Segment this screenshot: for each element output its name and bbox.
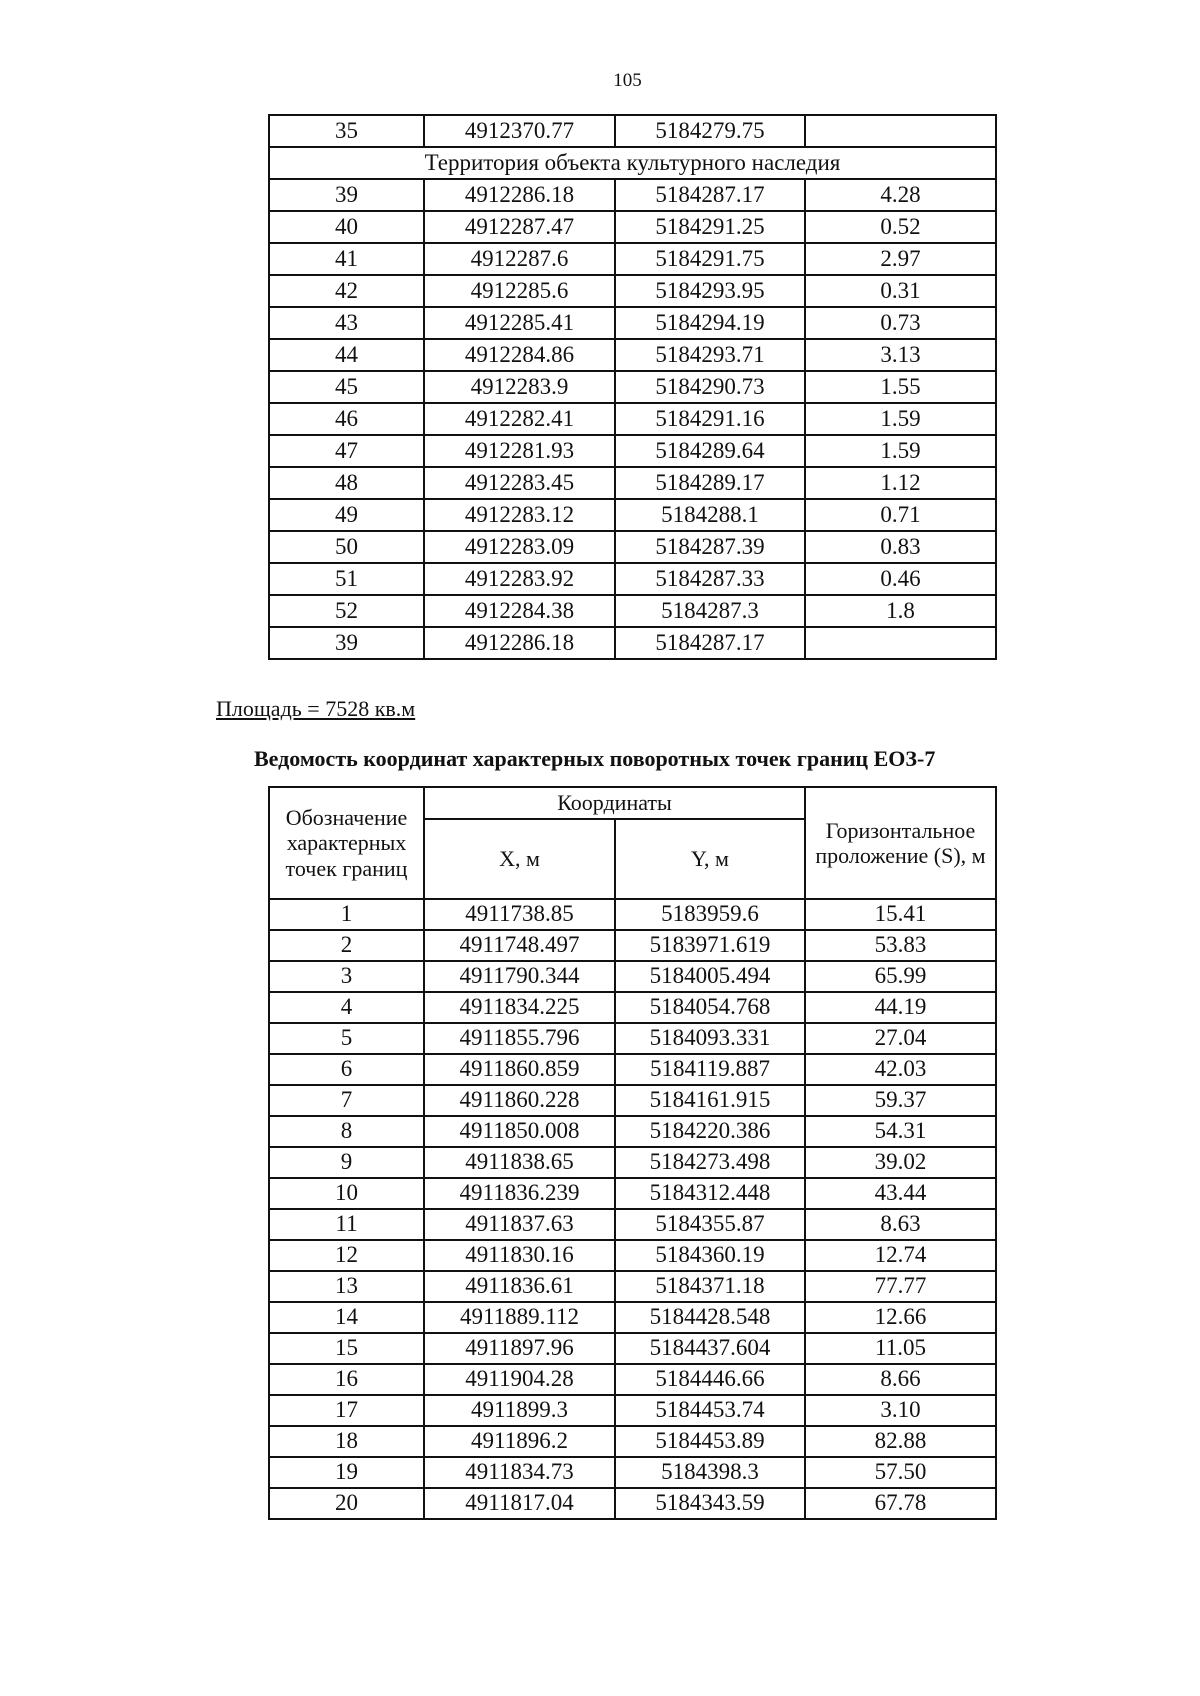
cell-point: 13: [269, 1271, 424, 1302]
table-row: [269, 211, 996, 243]
cell-s: 77.77: [805, 1271, 996, 1302]
cell-s: 27.04: [805, 1023, 996, 1054]
table-row: [269, 435, 996, 467]
cell-y: 5183971.619: [615, 930, 805, 961]
table-row: [269, 1333, 996, 1364]
cell-s: 0.46: [805, 563, 996, 595]
table-row: [269, 403, 996, 435]
table-row: [269, 1271, 996, 1302]
cell-x: 4911837.63: [424, 1209, 615, 1240]
table-row: [269, 1488, 996, 1519]
cell-x: 4912286.18: [424, 627, 615, 659]
cell-y: 5184273.498: [615, 1147, 805, 1178]
cell-point: 39: [269, 627, 424, 659]
cell-x: 4911738.85: [424, 899, 615, 930]
cell-y: 5184312.448: [615, 1178, 805, 1209]
eoz7-coordinates-table-body: [269, 899, 996, 1519]
cell-point: 7: [269, 1085, 424, 1116]
cell-x: 4911834.73: [424, 1457, 615, 1488]
cell-y: 5184398.3: [615, 1457, 805, 1488]
cell-y: 5184290.73: [615, 371, 805, 403]
table-row: [269, 307, 996, 339]
area-note: Площадь = 7528 кв.м: [216, 696, 416, 721]
cell-point: 49: [269, 499, 424, 531]
cell-point: 4: [269, 992, 424, 1023]
cell-x: 4911860.859: [424, 1054, 615, 1085]
table-row: [269, 563, 996, 595]
cell-point: 41: [269, 243, 424, 275]
cell-point: 9: [269, 1147, 424, 1178]
header-y: Y, м: [615, 819, 805, 899]
cell-y: 5184293.71: [615, 339, 805, 371]
cell-s: [805, 627, 996, 659]
table-row: [269, 1178, 996, 1209]
coordinates-table-continued: [268, 114, 997, 660]
cell-y: 5184005.494: [615, 961, 805, 992]
cell-y: 5184287.33: [615, 563, 805, 595]
table-row: [269, 1364, 996, 1395]
cell-x: 4912282.41: [424, 403, 615, 435]
cell-x: 4912285.6: [424, 275, 615, 307]
eoz7-coordinates-table: [268, 786, 997, 1520]
cell-x: 4911889.112: [424, 1302, 615, 1333]
cell-y: 5184453.89: [615, 1426, 805, 1457]
cell-s: 53.83: [805, 930, 996, 961]
cell-x: 4912287.47: [424, 211, 615, 243]
table-row: [269, 899, 996, 930]
cell-point: 6: [269, 1054, 424, 1085]
table-row: [269, 499, 996, 531]
cell-s: 0.52: [805, 211, 996, 243]
table-row: [269, 1209, 996, 1240]
table-row: [269, 467, 996, 499]
cell-x: 4911817.04: [424, 1488, 615, 1519]
table-row: [269, 115, 996, 147]
cell-point: 39: [269, 179, 424, 211]
table-row: [269, 595, 996, 627]
table-row: [269, 371, 996, 403]
cell-s: 12.74: [805, 1240, 996, 1271]
cell-s: 57.50: [805, 1457, 996, 1488]
cell-s: 8.66: [805, 1364, 996, 1395]
cell-y: 5184093.331: [615, 1023, 805, 1054]
cell-x: 4912283.45: [424, 467, 615, 499]
table-row: [269, 275, 996, 307]
cell-y: 5184293.95: [615, 275, 805, 307]
cell-y: 5184291.25: [615, 211, 805, 243]
cell-point: 52: [269, 595, 424, 627]
cell-x: 4912285.41: [424, 307, 615, 339]
cell-x: 4912283.9: [424, 371, 615, 403]
cell-x: 4912283.12: [424, 499, 615, 531]
table-row: [269, 1426, 996, 1457]
cell-s: 67.78: [805, 1488, 996, 1519]
cell-point: 18: [269, 1426, 424, 1457]
cell-s: 59.37: [805, 1085, 996, 1116]
cell-x: 4911897.96: [424, 1333, 615, 1364]
cell-y: 5184289.64: [615, 435, 805, 467]
section-row: [269, 147, 996, 179]
cell-y: 5184453.74: [615, 1395, 805, 1426]
table-row: [269, 1395, 996, 1426]
cell-point: 19: [269, 1457, 424, 1488]
cell-x: 4912284.86: [424, 339, 615, 371]
cell-s: 0.31: [805, 275, 996, 307]
cell-s: 8.63: [805, 1209, 996, 1240]
cell-y: 5184279.75: [615, 115, 805, 147]
cell-y: 5184220.386: [615, 1116, 805, 1147]
cell-x: 4912283.92: [424, 563, 615, 595]
cell-x: 4911860.228: [424, 1085, 615, 1116]
cell-x: 4912286.18: [424, 179, 615, 211]
cell-s: 4.28: [805, 179, 996, 211]
cell-y: 5184289.17: [615, 467, 805, 499]
cell-point: 14: [269, 1302, 424, 1333]
header-point: Обозначение характерных точек границ: [269, 787, 424, 899]
cell-y: 5184371.18: [615, 1271, 805, 1302]
cell-x: 4911904.28: [424, 1364, 615, 1395]
cell-point: 48: [269, 467, 424, 499]
table-row: [269, 243, 996, 275]
cell-point: 11: [269, 1209, 424, 1240]
page-number: 105: [613, 70, 642, 91]
cell-s: [805, 115, 996, 147]
cell-point: 47: [269, 435, 424, 467]
table-row: [269, 339, 996, 371]
cell-point: 2: [269, 930, 424, 961]
cell-s: 1.55: [805, 371, 996, 403]
cell-point: 16: [269, 1364, 424, 1395]
cell-x: 4911899.3: [424, 1395, 615, 1426]
cell-point: 5: [269, 1023, 424, 1054]
cell-x: 4911836.61: [424, 1271, 615, 1302]
cell-s: 0.71: [805, 499, 996, 531]
cell-point: 50: [269, 531, 424, 563]
cell-x: 4911790.344: [424, 961, 615, 992]
cell-y: 5184355.87: [615, 1209, 805, 1240]
cell-point: 15: [269, 1333, 424, 1364]
cell-y: 5184437.604: [615, 1333, 805, 1364]
table-row: [269, 531, 996, 563]
cell-point: 43: [269, 307, 424, 339]
cell-x: 4911896.2: [424, 1426, 615, 1457]
cell-y: 5184428.548: [615, 1302, 805, 1333]
cell-s: 3.10: [805, 1395, 996, 1426]
table-row: [269, 992, 996, 1023]
table-row: [269, 1085, 996, 1116]
header-x: X, м: [424, 819, 615, 899]
table-row: [269, 1147, 996, 1178]
cell-x: 4911850.008: [424, 1116, 615, 1147]
cell-point: 35: [269, 115, 424, 147]
cell-point: 51: [269, 563, 424, 595]
cell-point: 44: [269, 339, 424, 371]
cell-x: 4912287.6: [424, 243, 615, 275]
cell-s: 15.41: [805, 899, 996, 930]
cell-y: 5184287.17: [615, 179, 805, 211]
table-row: [269, 179, 996, 211]
cell-y: 5184446.66: [615, 1364, 805, 1395]
cell-point: 8: [269, 1116, 424, 1147]
cell-y: 5184287.3: [615, 595, 805, 627]
cell-s: 0.83: [805, 531, 996, 563]
cell-s: 54.31: [805, 1116, 996, 1147]
cell-s: 43.44: [805, 1178, 996, 1209]
cell-x: 4912283.09: [424, 531, 615, 563]
cell-y: 5184294.19: [615, 307, 805, 339]
table-header: [269, 787, 996, 899]
cell-s: 1.12: [805, 467, 996, 499]
table-row: [269, 1023, 996, 1054]
cell-x: 4911748.497: [424, 930, 615, 961]
cell-x: 4912284.38: [424, 595, 615, 627]
cell-point: 20: [269, 1488, 424, 1519]
section-title: Ведомость координат характерных поворотных точек границ ЕОЗ-7: [254, 746, 936, 771]
cell-x: 4912281.93: [424, 435, 615, 467]
cell-y: 5184291.75: [615, 243, 805, 275]
section-label: Территория объекта культурного наследия: [269, 147, 996, 179]
cell-s: 1.8: [805, 595, 996, 627]
table-row: [269, 1116, 996, 1147]
cell-x: 4911836.239: [424, 1178, 615, 1209]
cell-s: 2.97: [805, 243, 996, 275]
cell-point: 3: [269, 961, 424, 992]
cell-s: 39.02: [805, 1147, 996, 1178]
cell-s: 0.73: [805, 307, 996, 339]
cell-s: 1.59: [805, 403, 996, 435]
cell-point: 10: [269, 1178, 424, 1209]
cell-point: 42: [269, 275, 424, 307]
cell-x: 4911855.796: [424, 1023, 615, 1054]
cell-y: 5184119.887: [615, 1054, 805, 1085]
cell-point: 1: [269, 899, 424, 930]
table-row: [269, 961, 996, 992]
table-row: [269, 1054, 996, 1085]
cell-y: 5184360.19: [615, 1240, 805, 1271]
cell-point: 45: [269, 371, 424, 403]
table-row: [269, 1240, 996, 1271]
cell-x: 4911838.65: [424, 1147, 615, 1178]
cell-y: 5184291.16: [615, 403, 805, 435]
cell-y: 5183959.6: [615, 899, 805, 930]
cell-y: 5184161.915: [615, 1085, 805, 1116]
cell-point: 17: [269, 1395, 424, 1426]
table-row: [269, 930, 996, 961]
cell-point: 12: [269, 1240, 424, 1271]
coordinates-table-continued-body: [269, 115, 996, 659]
cell-y: 5184343.59: [615, 1488, 805, 1519]
header-coordinates: Координаты: [424, 787, 805, 819]
table-row: [269, 1457, 996, 1488]
cell-x: 4912370.77: [424, 115, 615, 147]
cell-y: 5184287.17: [615, 627, 805, 659]
cell-point: 40: [269, 211, 424, 243]
cell-s: 12.66: [805, 1302, 996, 1333]
cell-s: 44.19: [805, 992, 996, 1023]
table-row: [269, 627, 996, 659]
cell-x: 4911830.16: [424, 1240, 615, 1271]
cell-y: 5184054.768: [615, 992, 805, 1023]
cell-s: 3.13: [805, 339, 996, 371]
cell-s: 11.05: [805, 1333, 996, 1364]
cell-point: 46: [269, 403, 424, 435]
cell-y: 5184287.39: [615, 531, 805, 563]
table-row: [269, 1302, 996, 1333]
cell-s: 65.99: [805, 961, 996, 992]
cell-s: 82.88: [805, 1426, 996, 1457]
cell-x: 4911834.225: [424, 992, 615, 1023]
cell-s: 42.03: [805, 1054, 996, 1085]
cell-y: 5184288.1: [615, 499, 805, 531]
header-distance: Горизонтальное проложение (S), м: [805, 787, 996, 899]
cell-s: 1.59: [805, 435, 996, 467]
